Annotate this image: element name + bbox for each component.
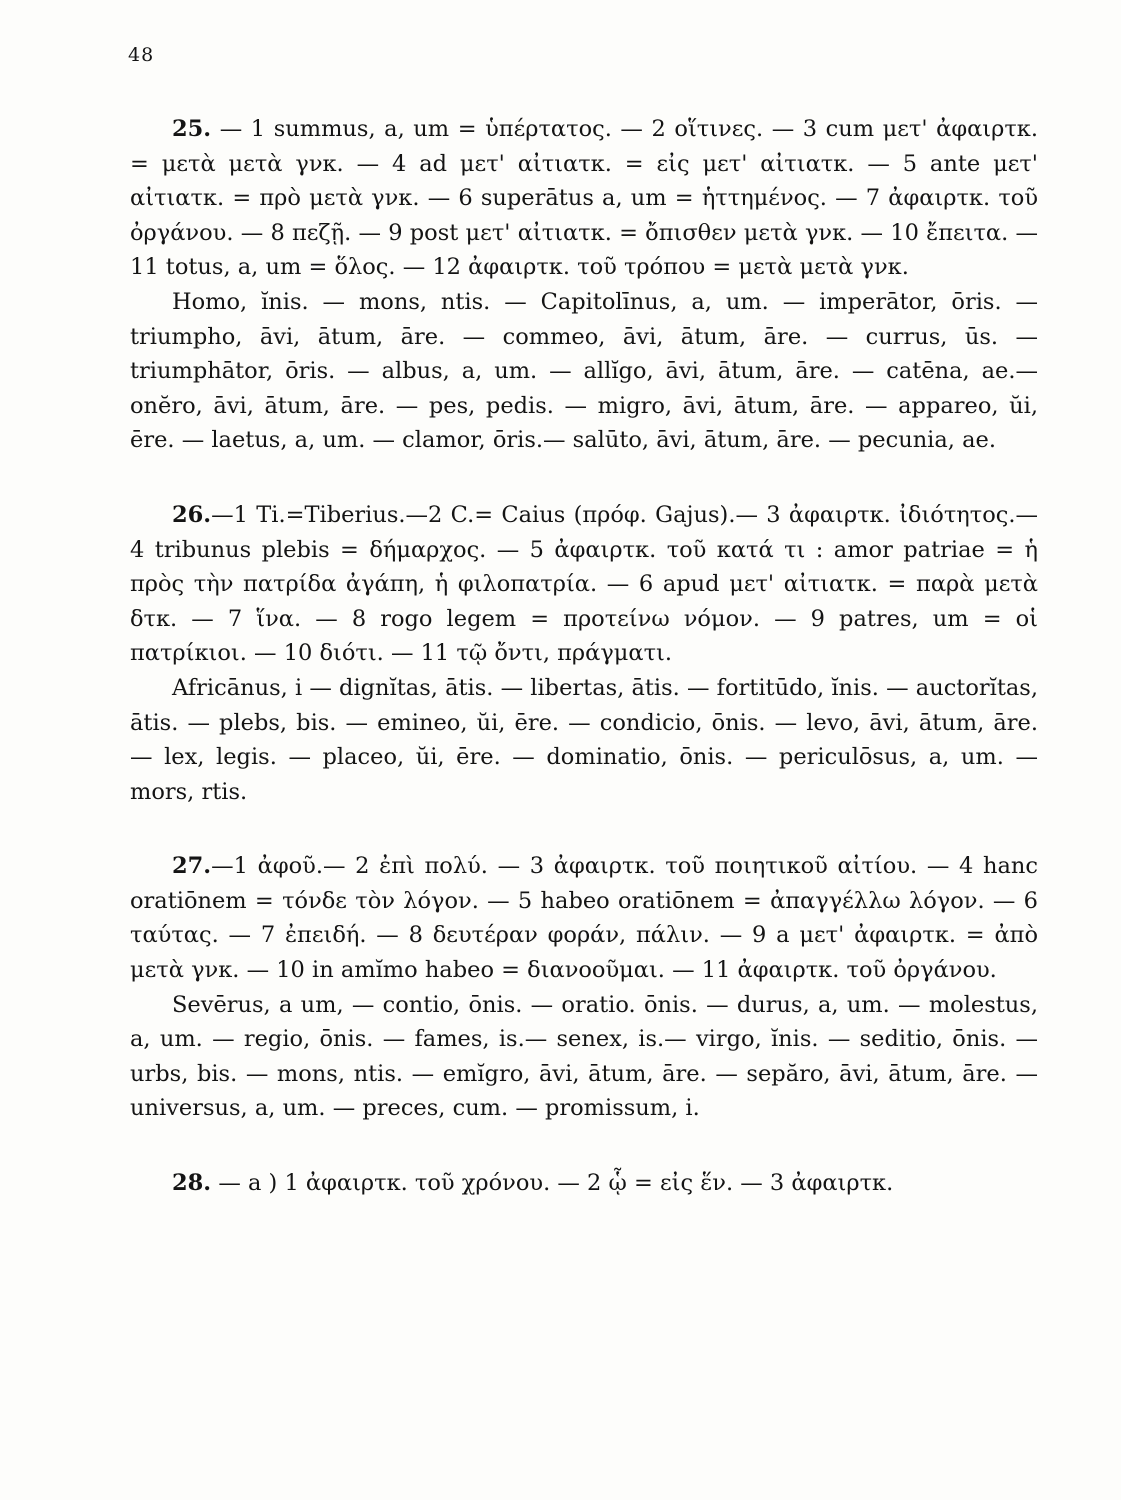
- section-number: 27.: [172, 853, 212, 880]
- notes-text: —1 ἀφοῦ.— 2 ἐπὶ πολύ. — 3 ἀφαιρτκ. τοῦ ποιητικοῦ αἰτίου. — 4 hanc oratiōnem = τόνδε τὸν λόγον. — 5 habeo oratiōnem = ἀπαγγέλλω λόγον. — 6 ταύτας. — 7 ἐπειδή. — 8 δευτέραν φοράν, πάλιν. — 9 a μετ' ἀφαιρτκ. = ἀπὸ μετὰ γνκ. — 10 in amĭmo habeo = διανοοῦμαι. — 11 ἀφαιρτκ. τοῦ ὀργάνου.: [130, 853, 1038, 984]
- section-number: 26.: [172, 501, 212, 528]
- vocabulary-list: Homo, ĭnis. — mons, ntis. — Capitolīnus, a, um. — imperātor, ōris. — triumpho, āvi, ātum, āre. — commeo, āvi, ātum, āre. — currus, ūs. — triumphātor, ōris. — albus, a, um. — allĭgo, āvi, ātum, āre. — catēna, ae.— onĕro, āvi, ātum, āre. — pes, pedis. — migro, āvi, ātum, āre. — appareo, ŭi, ēre. — laetus, a, um. — clamor, ōris.— salūto, āvi, ātum, āre. — pecunia, ae.: [130, 288, 1038, 454]
- section-number: 25.: [172, 116, 212, 142]
- section-notes: [130, 498, 1038, 671]
- notes-text: —1 Ti.=Tiberius.—2 C.= Caius (πρόφ. Gajus).— 3 ἀφαιρτκ. ἰδιότητος.—4 tribunus plebis = δήμαρχος. — 5 ἀφαιρτκ. τοῦ κατά τι : amor patriae = ἡ πρὸς τὴν πατρίδα ἀγάπη, ἡ φιλοπατρία. — 6 apud μετ' αἰτιατκ. = παρὰ μετὰ δτκ. — 7 ἵνα. — 8 rogo legem = προτείνω νόμον. — 9 patres, um = οἱ πατρίκιοι. — 10 διότι. — 11 τῷ ὄντι, πράγματι.: [130, 501, 1038, 667]
- section-number: 28.: [172, 1170, 212, 1197]
- section-notes: [130, 112, 1038, 285]
- notes-text: — 1 summus, a, um = ὑπέρτατος. — 2 οἵτινες. — 3 cum μετ' ἀφαιρτκ. = μετὰ μετὰ γνκ. — 4 ad μετ' αἰτιατκ. = εἰς μετ' αἰτιατκ. — 5 ante μετ' αἰτιατκ. = πρὸ μετὰ γνκ. — 6 superātus a, um = ἡττημένος. — 7 ἀφαιρτκ. τοῦ ὀργάνου. — 8 πεζῇ. — 9 post μετ' αἰτιατκ. = ὄπισθεν μετὰ γνκ. — 10 ἔπειτα. — 11 totus, a, um = ὅλος. — 12 ἀφαιρτκ. τοῦ τρόπου = μετὰ μετὰ γνκ.: [130, 116, 1038, 281]
- section-28: [130, 1166, 1038, 1201]
- section-notes: [130, 1166, 1038, 1201]
- section-notes: [130, 849, 1038, 987]
- page-number: 48: [128, 44, 155, 66]
- vocabulary-list: Africānus, i — dignĭtas, ātis. — libertas, ātis. — fortitūdo, ĭnis. — auctorĭtas, ātis. — plebs, bis. — emineo, ŭi, ēre. — condicio, ōnis. — levo, āvi, ātum, āre. — lex, legis. — placeo, ŭi, ēre. — dominatio, ōnis. — periculōsus, a, um. — mors, rtis.: [130, 674, 1038, 805]
- section-26: [130, 498, 1038, 809]
- section-25: [130, 112, 1038, 458]
- vocabulary-list: Sevērus, a um, — contio, ōnis. — oratio. ōnis. — durus, a, um. — molestus, a, um. — regio, ōnis. — fames, is.— senex, is.— virgo, ĭnis. — seditio, ōnis. — urbs, bis. — mons, ntis. — emĭgro, āvi, ātum, āre. — sepăro, āvi, ātum, āre. — universus, a, um. — preces, cum. — promissum, i.: [130, 991, 1038, 1122]
- notes-text: — a ) 1 ἀφαιρτκ. τοῦ χρόνου. — 2 ᾧ = εἰς ἕν. — 3 ἀφαιρτκ.: [218, 1170, 894, 1197]
- section-27: [130, 849, 1038, 1126]
- page-body: [130, 112, 1038, 1241]
